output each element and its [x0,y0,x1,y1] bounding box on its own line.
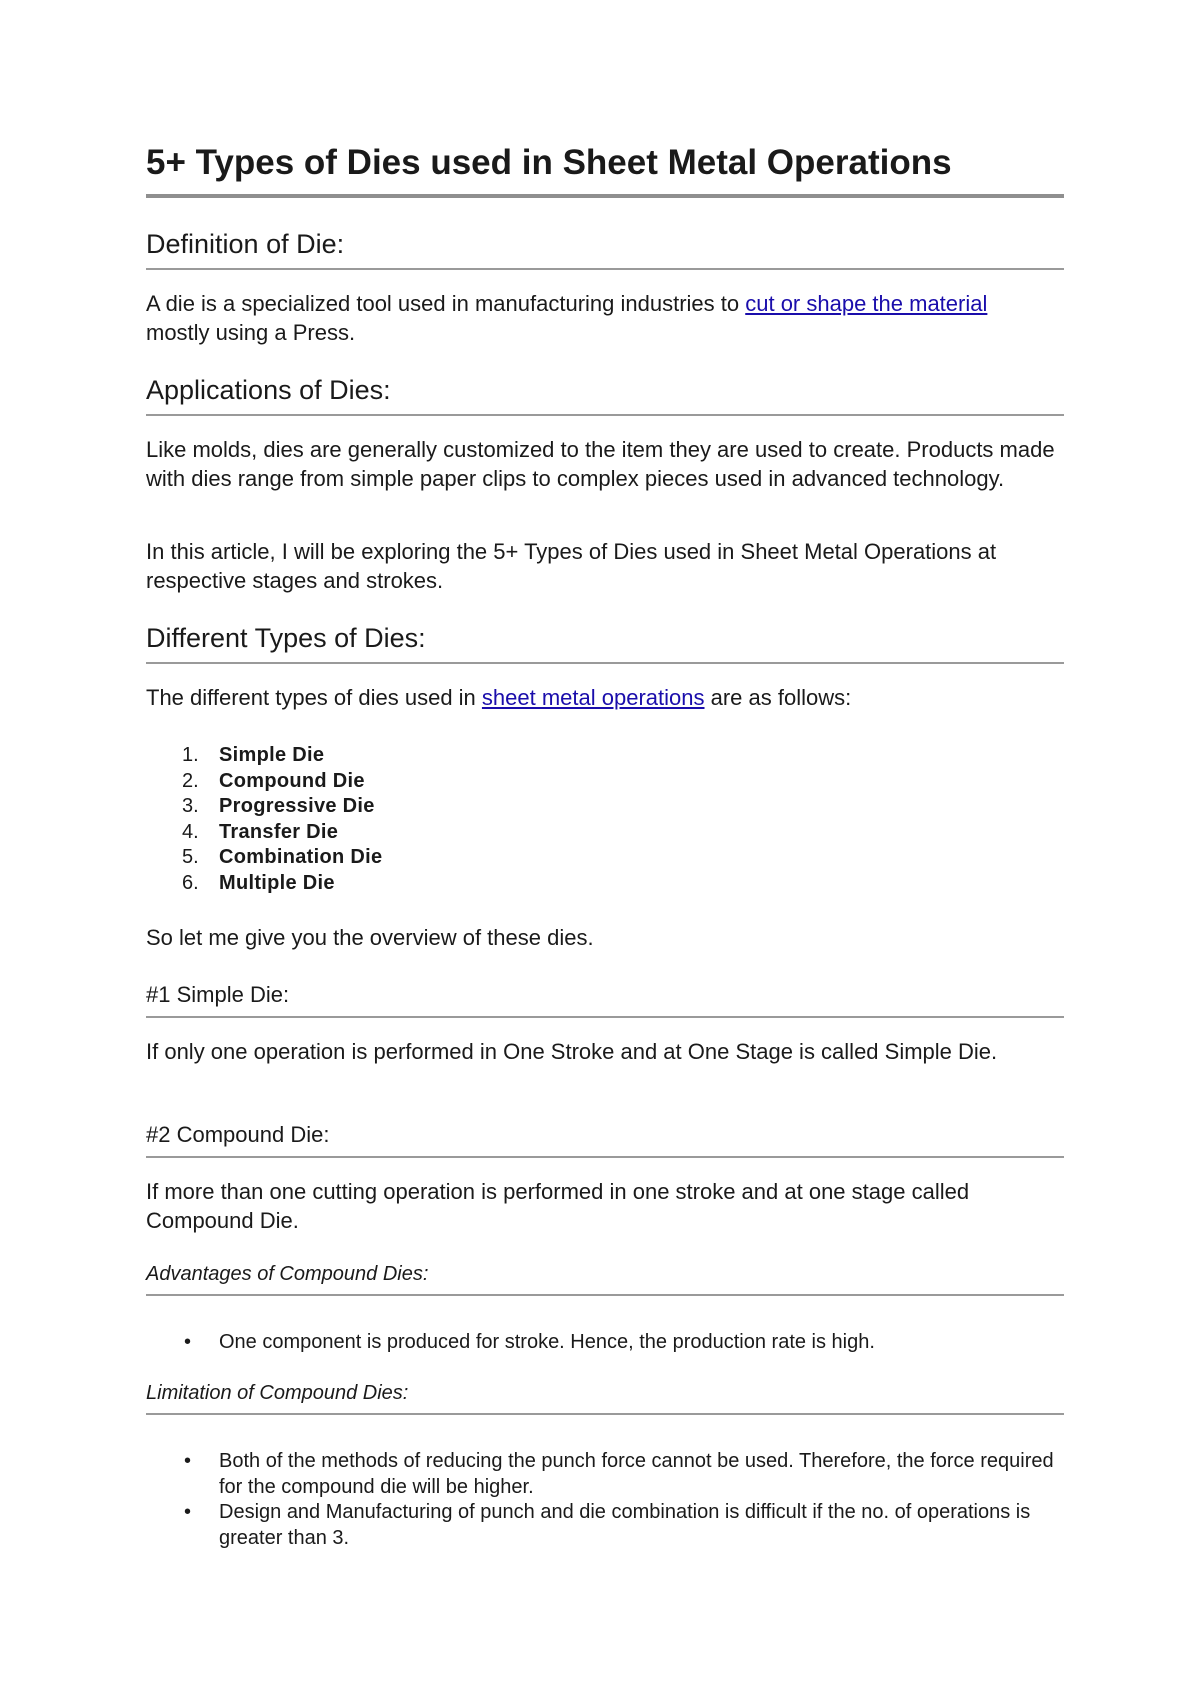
advantages-rule [146,1294,1064,1296]
list-number: 6. [182,871,199,894]
definition-paragraph [146,290,1026,347]
list-number: 1. [182,744,199,766]
applications-paragraph-1: Like molds, dies are generally customized to the item they are used to create. Products made with dies range from simple paper clips to complex pieces used in advanced technology. [146,437,1055,491]
compound-die-paragraph: If more than one cutting operation is performed in one stroke and at one stage called Compound Die. [146,1179,970,1233]
list-label: Multiple Die [219,871,335,894]
list-label: Progressive Die [219,795,375,818]
bullet-icon: • [184,1450,192,1472]
advantages-heading: Advantages of Compound Dies: [146,1263,429,1285]
list-number: 4. [182,820,199,843]
list-number: 5. [182,846,199,869]
types-intro-before: The different types of dies used in [146,685,482,710]
types-intro-after: are as follows: [704,685,852,710]
sheet-metal-operations-link[interactable]: sheet metal operations [481,685,705,710]
applications-paragraph-2: In this article, I will be exploring the 5+ Types of Dies used in Sheet Metal Operations at respective stages and strokes. [146,539,997,593]
list-item [146,1500,1064,1551]
title-rule [146,194,1064,198]
types-rule [146,662,1064,664]
cut-or-shape-link[interactable]: cut or shape the material [745,291,988,316]
simple-die-heading: #1 Simple Die: [146,982,290,1007]
overview-paragraph: So let me give you the overview of these dies. [146,925,594,950]
limitations-list [146,1449,1064,1551]
applications-heading: Applications of Dies: [146,375,391,405]
advantages-list [146,1330,1064,1356]
list-number: 3. [182,795,199,818]
list-label: Transfer Die [219,820,339,843]
bullet-icon: • [184,1331,192,1353]
simple-die-paragraph: If only one operation is performed in One Stroke and at One Stage is called Simple Die. [146,1039,998,1064]
definition-rule [146,268,1064,270]
simple-die-rule [146,1016,1064,1018]
list-label: Simple Die [219,744,325,766]
list-text: Design and Manufacturing of punch and die combination is difficult if the no. of operations is greater than 3. [219,1501,1031,1549]
list-number: 2. [182,769,199,792]
definition-text-after: mostly using a Press. [146,319,356,345]
limitations-rule [146,1413,1064,1415]
list-text: One component is produced for stroke. Hence, the production rate is high. [219,1331,875,1353]
limitations-heading: Limitation of Compound Dies: [146,1382,409,1404]
definition-text-before: A die is a specialized tool used in manufacturing industries to [146,291,746,316]
list-label: Compound Die [219,769,365,792]
list-text: Both of the methods of reducing the punch force cannot be used. Therefore, the force required for the compound die will be higher. [219,1450,1054,1498]
page-title: 5+ Types of Dies used in Sheet Metal Operations [146,143,952,182]
bullet-icon: • [184,1501,192,1524]
definition-heading: Definition of Die: [146,229,345,259]
types-intro [146,684,1064,713]
applications-rule [146,414,1064,416]
list-item [146,1330,1064,1356]
compound-die-heading: #2 Compound Die: [146,1122,330,1147]
list-item [146,1449,1064,1500]
compound-die-rule [146,1156,1064,1158]
types-heading: Different Types of Dies: [146,623,426,653]
list-label: Combination Die [219,846,383,869]
